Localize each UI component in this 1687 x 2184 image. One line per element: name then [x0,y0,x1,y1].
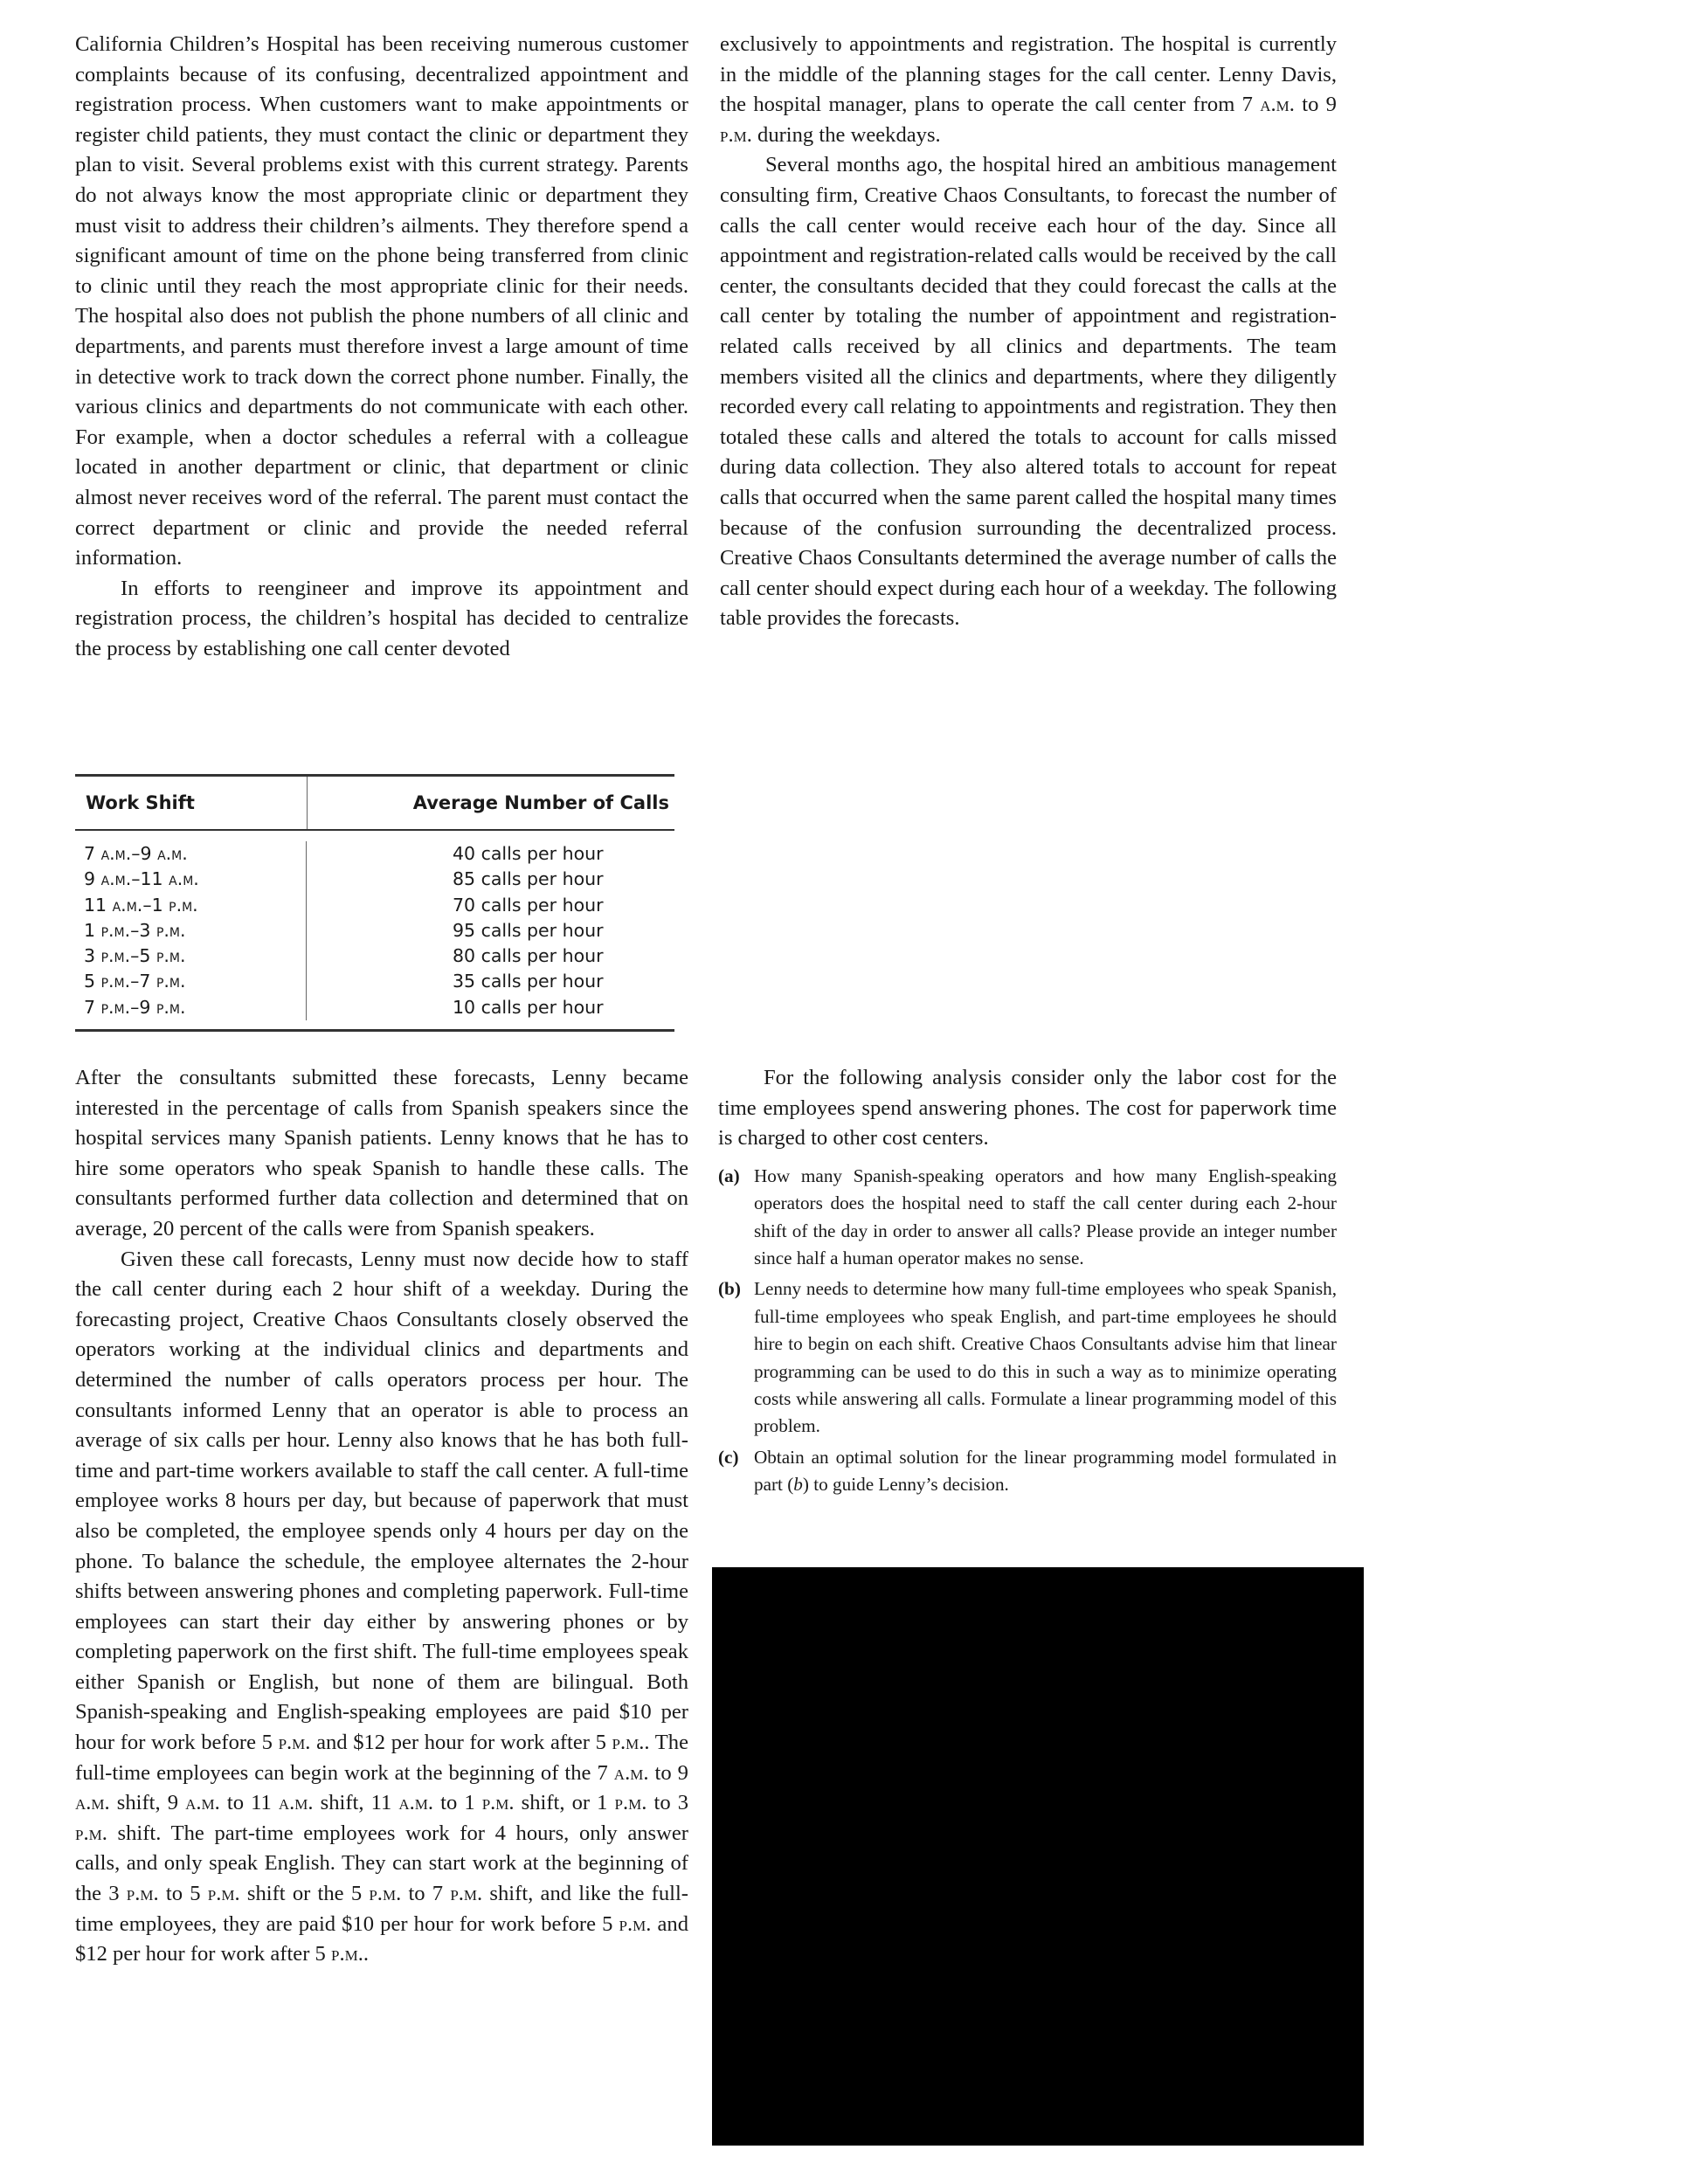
table-cell: 70 calls per hour [453,894,604,916]
table-row: 7 p.m.–9 p.m. [84,996,186,1018]
staffing-column-left [75,1063,688,1970]
intro-column-left [75,30,688,664]
table-cell: 40 calls per hour [453,843,604,864]
paragraph: Several months ago, the hospital hired an ambitious management consulting firm, Creative Chaos Consultants, to forecast the number of calls the call center would receive each hour of the day. Since all appointment and registration-related calls would be received by the call center, the consultants decided that they could forecast the calls at the call center by totaling the number of appointment and registration-related calls received by all clinics and departments. The team members visited all the clinics and departments, where they diligently recorded every call relating to appointments and registration. They then totaled these calls and altered the totals to account for calls missed during data collection. They also altered totals to account for repeat calls that occurred when the same parent called the hospital many times because of the confusion surrounding the decentralized process. Creative Chaos Consultants determined the average number of calls the call center should expect during each hour of a weekday. The following table provides the forecasts. [720,153,1337,631]
table-row: 11 a.m.–1 p.m. [84,894,198,916]
questions-column-right [718,1063,1337,1499]
table-header [75,777,674,831]
table-row: 3 p.m.–5 p.m. [84,945,186,967]
calls-column [307,841,674,1020]
header-work-shift: Work Shift [86,792,195,813]
paragraph: For the following analysis consider only the labor cost for the time employees spend answering phones. The cost for paperwork time is charged to other cost centers. [718,1066,1337,1151]
paragraph: Given these call forecasts, Lenny must now decide how to staff the call center during each 2 hour shift of a weekday. During the forecasting project, Creative Chaos Consultants closely observed the operators working at the individual clinics and departments and determined the number of calls operators process per hour. The consultants informed Lenny that an operator is able to process an average of six calls per hour. Lenny also knows that he has both full-time and part-time workers available to staff the call center. A full-time employee works 8 hours per day, but because of paperwork that must also be completed, the employee spends only 4 hours per day on the phone. To balance the schedule, the employee alternates the 2-hour shifts between answering phones and completing paperwork. Full-time employees can start their day either by answering phones or by completing paperwork on the first shift. The full-time employees speak either Spanish or English, but none of them are bilingual. Both Spanish-speaking and English-speaking employees are paid $10 per hour for work before 5 p.m. and $12 per hour for work after 5 p.m.. The full-time employees can begin work at the beginning of the 7 a.m. to 9 a.m. shift, 9 a.m. to 11 a.m. shift, 11 a.m. to 1 p.m. shift, or 1 p.m. to 3 p.m. shift. The part-time employees work for 4 hours, only answer calls, and only speak English. They can start work at the beginning of the 3 p.m. to 5 p.m. shift or the 5 p.m. to 7 p.m. shift, and like the full-time employees, they are paid $10 per hour for work before 5 p.m. and $12 per hour for work after 5 p.m.. [75,1247,688,1966]
redaction-block [712,1567,1364,2146]
paragraph: exclusively to appointments and registration. The hospital is currently in the middle of the planning stages for the call center. Lenny Davis, the hospital manager, plans to operate the call center from 7 a.m. to 9 p.m. during the weekdays. [720,32,1337,147]
call-forecast-table [75,774,674,1032]
question-c [718,1444,1337,1499]
question-text: Obtain an optimal solution for the linear programming model formulated in part (b) to guide Lenny’s decision. [754,1446,1337,1496]
question-label: (b) [718,1278,741,1300]
question-b [718,1275,1337,1440]
table-cell: 35 calls per hour [453,971,604,992]
question-label: (c) [718,1446,739,1468]
table-cell: 85 calls per hour [453,868,604,890]
header-average-calls: Average Number of Calls [307,777,674,829]
table-body [75,831,674,1029]
table-row: 7 a.m.–9 a.m. [84,843,188,864]
paragraph: After the consultants submitted these forecasts, Lenny became interested in the percentage of calls from Spanish speakers since the hospital services many Spanish patients. Lenny knows that he has to hire some operators who speak Spanish to handle these calls. The consultants performed further data collection and determined that on average, 20 percent of the calls were from Spanish speakers. [75,1066,688,1241]
question-text: Lenny needs to determine how many full-time employees who speak Spanish, full-time employees who speak English, and part-time employees he should hire to begin on each shift. Creative Chaos Consultants advise him that linear programming can be used to do this in such a way as to minimize operating costs while answering all calls. Formulate a linear programming model of this problem. [754,1278,1337,1437]
table-cell: 80 calls per hour [453,945,604,967]
question-label: (a) [718,1165,740,1186]
table-cell: 95 calls per hour [453,919,604,941]
question-text: How many Spanish-speaking operators and how many English-speaking operators does the hospital need to staff the call center during each 2-hour shift of the day in order to answer all calls? Please provide an integer number since half a human operator makes no sense. [754,1165,1337,1268]
intro-column-right [720,30,1337,634]
question-a [718,1163,1337,1273]
table-row: 1 p.m.–3 p.m. [84,919,186,941]
table-row: 5 p.m.–7 p.m. [84,971,186,992]
shift-column [75,841,307,1020]
table-row: 9 a.m.–11 a.m. [84,868,199,890]
paragraph: California Children’s Hospital has been receiving numerous customer complaints because of its confusing, decentralized appointment and registration process. When customers want to make appointments or register child patients, they must contact the clinic or department they plan to visit. Several problems exist with this current strategy. Parents do not always know the most appropriate clinic or department they must visit to address their children’s ailments. They therefore spend a significant amount of time on the phone being transferred from clinic to clinic until they reach the most appropriate clinic for their needs. The hospital also does not publish the phone numbers of all clinic and departments, and parents must therefore invest a large amount of time in detective work to track down the correct phone number. Finally, the various clinics and departments do not communicate with each other. For example, when a doctor schedules a referral with a colleague located in another department or clinic, that department or clinic almost never receives word of the referral. The parent must contact the correct department or clinic and provide the needed referral information. [75,32,688,570]
paragraph: In efforts to reengineer and improve its appointment and registration process, the children’s hospital has decided to centralize the process by establishing one call center devoted [75,576,688,660]
table-cell: 10 calls per hour [453,996,604,1018]
